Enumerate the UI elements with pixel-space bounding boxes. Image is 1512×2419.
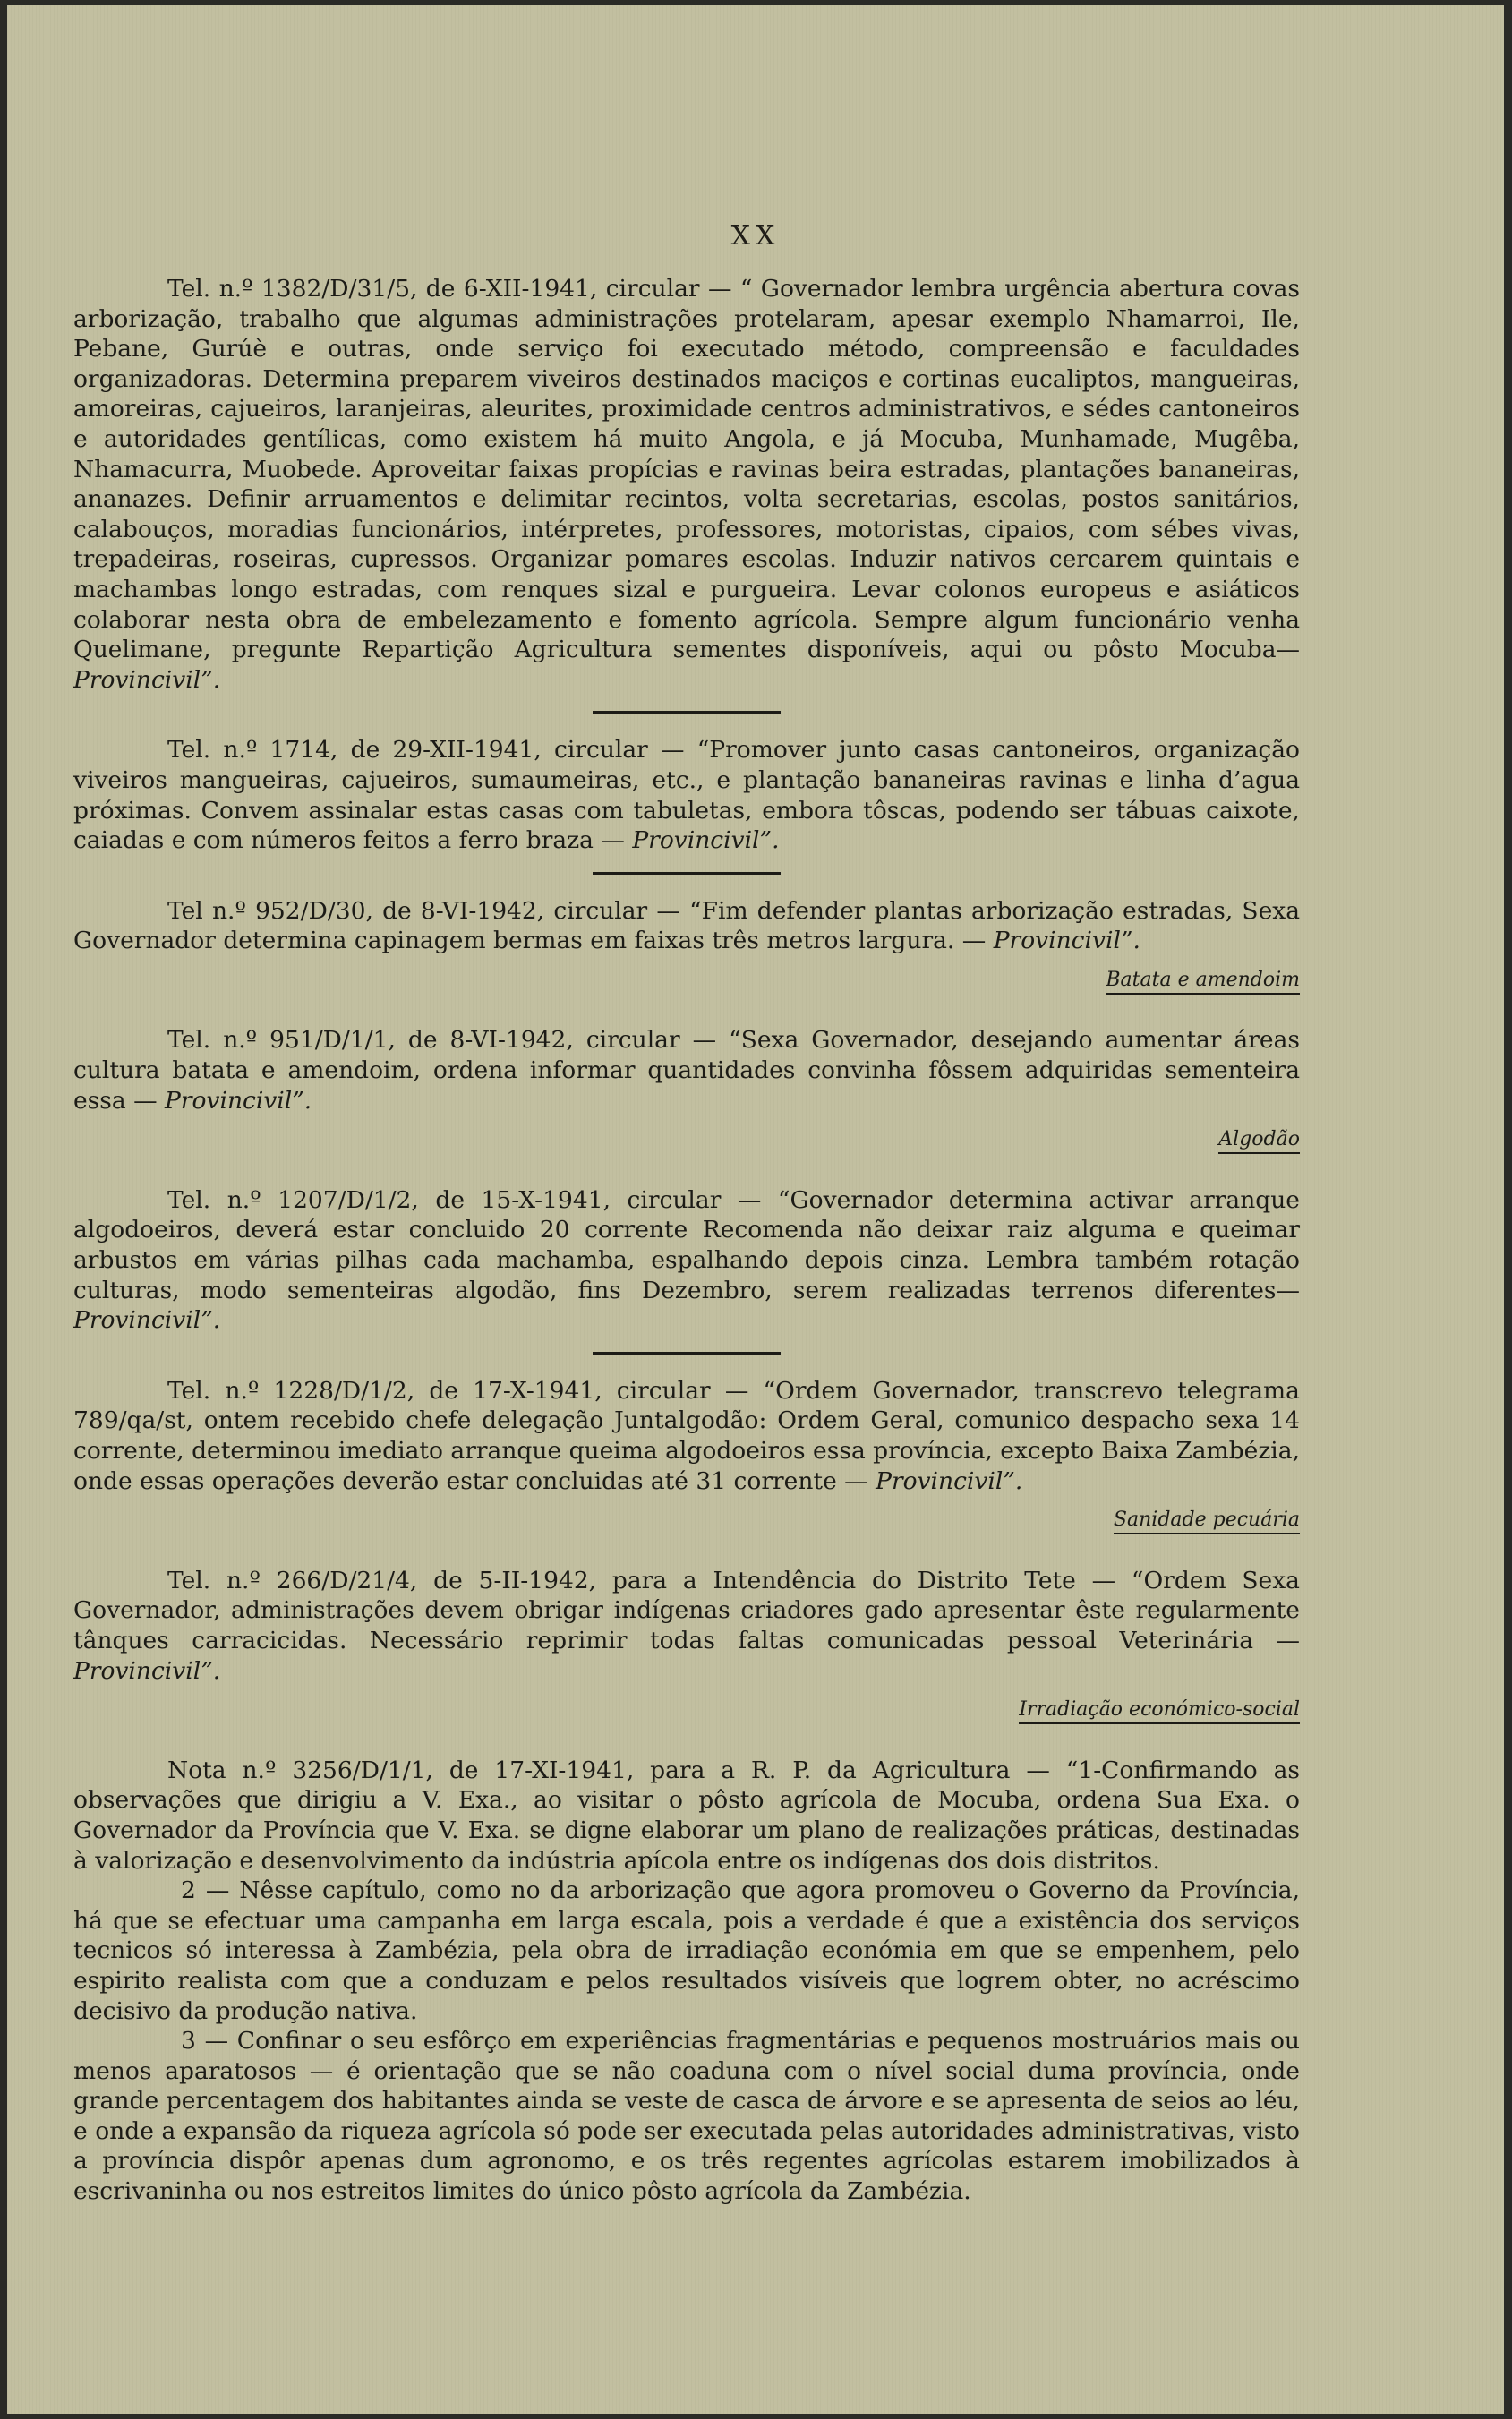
telegram-1382 [73, 274, 1300, 695]
telegram-text: “Fim defender plantas arborização estradas, Sexa Governador determina capinagem bermas em faixas três metros largura. — [73, 896, 1300, 955]
note-reference: Nota n.º 3256/D/1/1, de 17-XI-1941, para a R. P. da Agricultura — [167, 1756, 1050, 1784]
telegram-952 [73, 896, 1300, 956]
signature: Provincivil”. [876, 1466, 1023, 1495]
telegram-reference: Tel. n.º 1228/D/1/2, de 17-X-1941, circular — [167, 1376, 749, 1405]
telegram-reference: Tel. n.º 1207/D/1/2, de 15-X-1941, circular — [167, 1185, 762, 1214]
separator-rule [593, 1352, 781, 1355]
telegram-text: “Ordem Governador, transcrevo telegrama 789/qa/st, ontem recebido chefe delegação Juntalgodão: Ordem Geral, comunico despacho sexa 14 corrente, determinou imediato arranque queima algodoeiros essa província, excepto Baixa Zambézia, onde essas operações deverão estar concluidas até 31 corrente — [73, 1376, 1300, 1495]
telegram-text: “Sexa Governador, desejando aumentar áreas cultura batata e amendoim, ordena informar quantidades convinha fôssem adquiridas sementeira essa — [73, 1026, 1300, 1115]
separator-rule [593, 711, 781, 714]
signature: Provincivil”. [73, 1306, 221, 1335]
telegram-reference: Tel. n.º 1382/D/31/5, de 6-XII-1941, circular — [167, 275, 732, 303]
signature: Provincivil”. [632, 826, 780, 855]
telegram-951 [73, 1025, 1300, 1115]
section-heading-irradiacao: Irradiação económico-social [73, 1695, 1300, 1725]
signature: Provincivil”. [73, 1656, 221, 1685]
signature: Provincivil”. [165, 1086, 312, 1115]
note-paragraph: 3 — Confinar o seu esfôrço em experiências fragmentárias e pequenos mostruários mais ou menos aparatosos — é orientação que se não coaduna com o nível social duma província, onde grande percentagem dos habitantes ainda se veste de casca de árvore e se apresenta de seios ao léu, e onde a expansão da riqueza agrícola só pode ser executada pelas autoridades administrativas, visto a província dispôr apenas dum agronomo, e os três regentes agrícolas estarem imobilizados à escrivaninha ou nos estreitos limites do único pôsto agrícola da Zambézia. [73, 2027, 1300, 2206]
telegram-text: “ Governador lembra urgência abertura covas arborização, trabalho que algumas administrações protelaram, apesar exemplo Nhamarroi, Ile, Pebane, Gurúè e outras, onde serviço foi executado método, compreensão e faculdades organizadoras. Determina preparem viveiros destinados maciços e cortinas eucaliptos, mangueiras, amoreiras, cajueiros, laranjeiras, aleurites, proximidade centros administrativos, e sédes cantoneiros e autoridades gentílicas, como existem há muito Angola, e já Mocuba, Munhamade, Mugêba, Nhamacurra, Muobede. Aproveitar faixas propícias e ravinas beira estradas, plantações bananeiras, ananazes. Definir arruamentos e delimitar recintos, volta secretarias, escolas, postos sanitários, calabouços, moradias funcionários, intérpretes, professores, motoristas, cipaios, com sébes vivas, trepadeiras, roseiras, cupressos. Organizar pomares escolas. Induzir nativos cercarem quintais e machambas longo estradas, com renques sizal e purgueira. Levar colonos europeus e asiáticos colaborar nesta obra de embelezamento e fomento agrícola. Sempre algum funcionário venha Quelimane, pregunte Repartição Agricultura sementes disponíveis, aqui ou pôsto Mocuba— [73, 275, 1301, 664]
section-heading-algodao: Algodão [73, 1124, 1300, 1155]
separator-rule [593, 872, 781, 875]
document-body [73, 274, 1300, 2207]
section-heading-batata: Batata e amendoim [73, 965, 1300, 996]
telegram-text: “Governador determina activar arranque algodoeiros, deverá estar concluido 20 corrente Recomenda não deixar raiz alguma e queimar arbustos em várias pilhas cada machamba, espalhando depois cinza. Lembra também rotação culturas, modo sementeiras algodão, fins Dezembro, serem realizadas terrenos diferentes— [73, 1185, 1300, 1304]
telegram-266 [73, 1566, 1300, 1686]
telegram-text: “Promover junto casas cantoneiros, organização viveiros mangueiras, cajueiros, sumaumeiras, etc., e plantação bananeiras ravinas e linha d’agua próximas. Convem assinalar estas casas com tabuletas, embora tôscas, podendo ser tábuas caixote, caiadas e com números feitos a ferro braza — [73, 736, 1301, 855]
telegram-1228 [73, 1376, 1300, 1496]
telegram-1207 [73, 1185, 1300, 1336]
telegram-1714 [73, 735, 1300, 855]
note-text: “1-Confirmando as observações que dirigiu a V. Exa., ao visitar o pôsto agrícola de Mocuba, ordena Sua Exa. o Governador da Província que V. Exa. se digne elaborar um plano de realizações práticas, destinadas à valorização e desenvolvimento da indústria apícola entre os indígenas dos dois distritos. [73, 1756, 1300, 1875]
telegram-reference: Tel. n.º 266/D/21/4, de 5-II-1942, para a Intendência do Distrito Tete — [167, 1566, 1116, 1594]
telegram-reference: Tel. n.º 951/D/1/1, de 8-VI-1942, circular — [167, 1026, 717, 1055]
signature: Provincivil”. [73, 665, 221, 694]
page-number: XX [730, 220, 781, 252]
telegram-reference: Tel. n.º 1714, de 29-XII-1941, circular — [167, 736, 685, 765]
nota-3256 [73, 1756, 1300, 1876]
note-paragraph: 2 — Nêsse capítulo, como no da arborização que agora promoveu o Governo da Província, há que se efectuar uma campanha em larga escala, pois a verdade é que a existência dos serviços tecnicos só interessa à Zambézia, pela obra de irradiação económia em que se empenhem, pelo espirito realista com que a conduzam e pelos resultados visíveis que logrem obter, no acréscimo decisivo da produção nativa. [73, 1876, 1300, 2025]
telegram-reference: Tel n.º 952/D/30, de 8-VI-1942, circular — [167, 896, 680, 925]
telegram-text: “Ordem Sexa Governador, administrações devem obrigar indígenas criadores gado apresentar êste regularmente tânques carracicidas. Necessário reprimir todas faltas comunicadas pessoal Veterinária — [73, 1566, 1300, 1654]
section-heading-sanidade: Sanidade pecuária [73, 1505, 1300, 1535]
signature: Provincivil”. [993, 927, 1140, 955]
document-page [7, 5, 1504, 2414]
